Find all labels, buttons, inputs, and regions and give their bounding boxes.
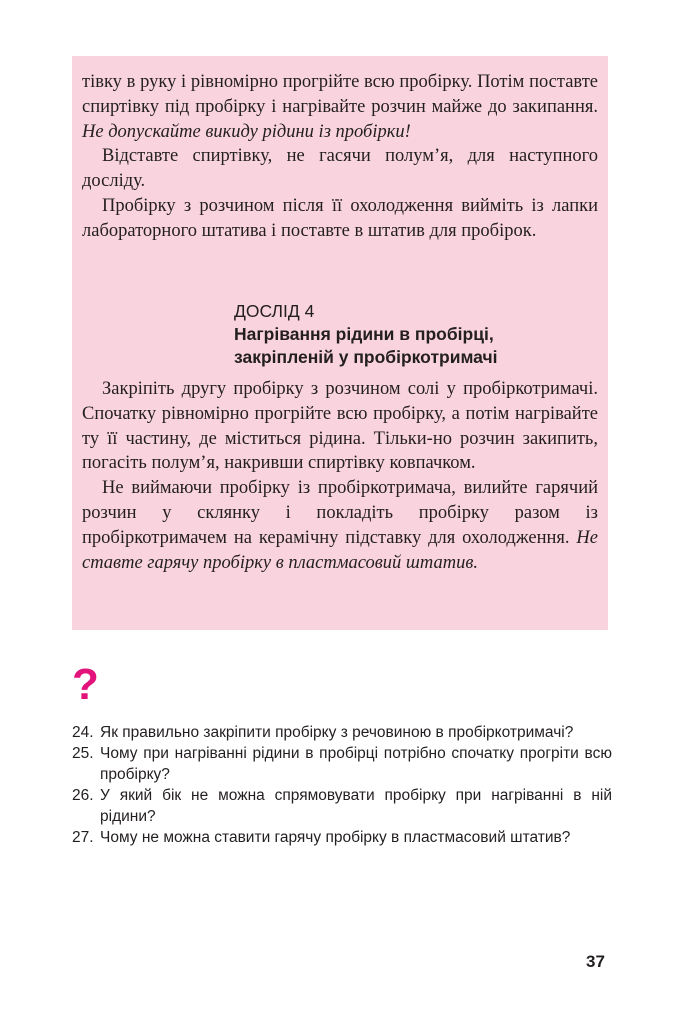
question-mark-icon: ? bbox=[72, 660, 99, 709]
paragraph: Закріпіть другу пробірку з розчином солі у пробіркотримачі. Спочатку рівномірно прогрійте всю пробірку, а потім нагрівайте ту її частину, де міститься рідина. Тільки-но розчин закипить, погасіть полум’я, накривши спиртівку ковпачком. bbox=[82, 379, 598, 474]
warning-text: Не допускайте викиду рідини із пробірки! bbox=[82, 121, 411, 142]
experiment-4-text bbox=[82, 377, 598, 575]
warning-text: Не ставте гарячу пробірку в пластмасовий штатив. bbox=[82, 527, 598, 573]
question-text: Чому при нагріванні рідини в пробірці потрібно спочатку прогріти всю пробірку? bbox=[100, 745, 612, 783]
paragraph bbox=[82, 476, 598, 575]
question-item bbox=[72, 743, 612, 785]
question-number: 27. bbox=[72, 829, 94, 846]
experiment-4-heading bbox=[234, 300, 594, 369]
paragraph: Відставте спиртівку, не гасячи полум’я, для наступного досліду. bbox=[82, 146, 598, 192]
question-number: 25. bbox=[72, 745, 94, 762]
questions-list bbox=[72, 722, 612, 848]
experiment-number: ДОСЛІД 4 bbox=[234, 301, 315, 321]
experiment-3-continuation bbox=[82, 70, 598, 244]
experiment-title: Нагрівання рідини в пробірці, закріпленій у пробіркотримачі bbox=[234, 324, 498, 367]
paragraph-text: тівку в руку і рівномірно прогрійте всю пробірку. Потім поставте спиртівку під пробірку і нагрівайте розчин майже до закипання. bbox=[82, 72, 598, 117]
question-number: 26. bbox=[72, 787, 94, 804]
question-text: У який бік не можна спрямовувати пробірку при нагріванні в ній рідини? bbox=[100, 787, 612, 825]
question-item bbox=[72, 722, 612, 743]
question-number: 24. bbox=[72, 724, 94, 741]
question-text: Чому не можна ставити гарячу пробірку в пластмасовий штатив? bbox=[100, 829, 571, 846]
paragraph bbox=[82, 70, 598, 144]
question-item bbox=[72, 827, 612, 848]
paragraph-text: Не виймаючи пробірку із пробіркотримача, вилийте гарячий розчин у склянку і покладіть пробірку разом із пробіркотримачем на керамічну підставку для охолодження. bbox=[82, 478, 598, 548]
paragraph: Пробірку з розчином після її охолодження вийміть із лапки лабораторного штатива і поставте в штатив для пробірок. bbox=[82, 195, 598, 241]
question-item bbox=[72, 785, 612, 827]
page-number: 37 bbox=[586, 952, 605, 971]
question-text: Як правильно закріпити пробірку з речовиною в пробіркотримачі? bbox=[100, 724, 574, 741]
